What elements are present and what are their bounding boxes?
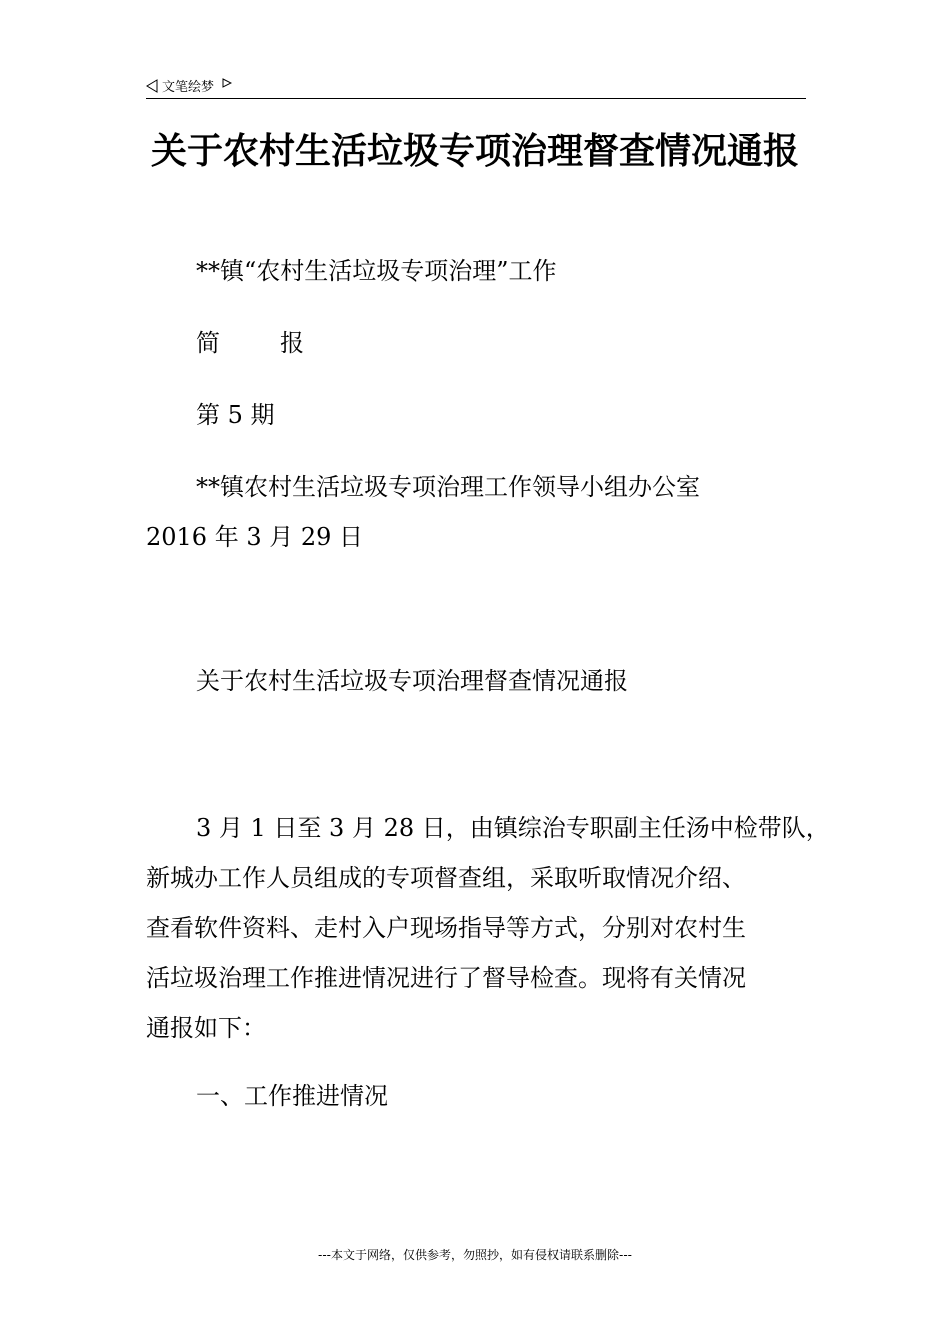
issue-number: 第 5 期 [196,401,275,429]
page-header [146,74,806,99]
body-line: 活垃圾治理工作推进情况进行了督导检查。现将有关情况 [146,964,746,992]
body-line: 3 月 1 日至 3 月 28 日，由镇综治专职副主任汤中检带队， [196,814,830,842]
issuing-office: **镇农村生活垃圾专项治理工作领导小组办公室 [196,473,700,501]
bulletin-word-2: 报 [280,329,304,357]
right-triangle-icon [222,78,232,88]
report-subtitle: 关于农村生活垃圾专项治理督查情况通报 [196,667,628,695]
bulletin-label [196,326,304,360]
section-heading: 一、工作推进情况 [196,1082,388,1110]
left-triangle-icon [146,79,158,93]
document-title: 关于农村生活垃圾专项治理督查情况通报 [150,130,799,172]
body-line: 新城办工作人员组成的专项督查组，采取听取情况介绍、 [146,864,746,892]
bulletin-line: **镇“农村生活垃圾专项治理”工作 [196,257,557,285]
body-line: 查看软件资料、走村入户现场指导等方式，分别对农村生 [146,914,746,942]
footer-notice: ---本文于网络，仅供参考，勿照抄，如有侵权请联系删除--- [318,1248,632,1262]
issue-date: 2016 年 3 月 29 日 [146,523,364,551]
header-brand: 文笔绘梦 [162,80,215,95]
header-brand-group [146,76,232,95]
bulletin-word-1: 简 [196,329,220,357]
body-paragraph [146,803,830,1053]
body-line: 通报如下： [146,1014,266,1042]
